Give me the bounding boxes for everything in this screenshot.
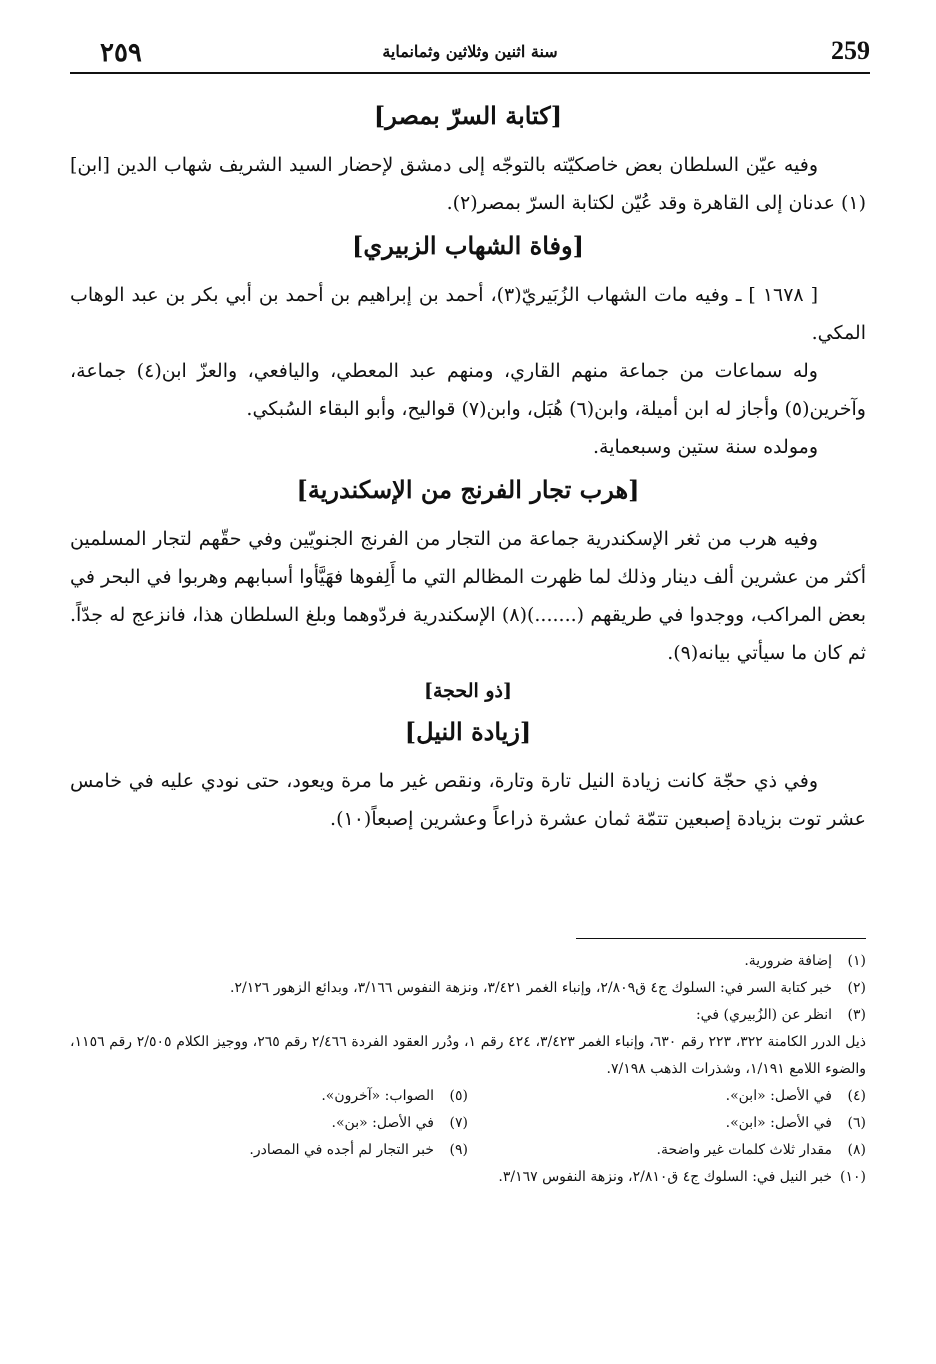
paragraph: [ ١٦٧٨ ] ـ وفيه مات الشهاب الزُبَيريّ(٣)، أحمد بن إبراهيم بن أحمد بن أبي بكر بن عبد الوهاب المكي. xyxy=(70,284,866,344)
month-heading: [ذو الحجة] xyxy=(423,680,512,702)
footnote-number: (٨) xyxy=(847,1142,866,1158)
footnote-pair xyxy=(70,1110,866,1137)
footnote-text: انظر عن (الزُبيري) في: xyxy=(695,1007,832,1023)
paragraph: ومولده سنة ستين وسبعماية. xyxy=(593,436,818,458)
page-header xyxy=(70,30,870,80)
footnote-number: (٩) xyxy=(449,1142,468,1158)
footnote-number: (٣) xyxy=(847,1007,866,1023)
section-heading: [زيادة النيل] xyxy=(404,717,532,746)
section-heading: [هرب تجار الفرنج من الإسكندرية] xyxy=(296,475,640,504)
section-heading: [كتابة السرّ بمصر] xyxy=(373,101,563,130)
footnote-number: (٧) xyxy=(449,1115,468,1131)
footnote-rule xyxy=(576,938,866,939)
main-text xyxy=(70,92,866,838)
footnote-number: (١) xyxy=(847,953,866,969)
footnote xyxy=(70,1002,866,1029)
footnote-number: (٢) xyxy=(847,980,866,996)
footnote-text: الصواب: «آخرون». xyxy=(321,1088,434,1104)
footnote xyxy=(70,1164,866,1191)
footnote-number: (٦) xyxy=(847,1115,866,1131)
footnote-text: في الأصل: «ابن». xyxy=(725,1088,832,1104)
paragraph: وفيه هرب من ثغر الإسكندرية جماعة من التجار من الفرنج الجنويّين وفي حقّهم لتجار المسلمين أكثر من عشرين ألف دينار وذلك لما ظهرت المظالم التي ما أَلِفوها فهَيَّأوا أسبابهم وهربوا في البحر في بعض المراكب، ووجدوا في طريقهم (.......)(٨) الإسكندرية فردّوهما وبلغ السلطان هذا، فانزعج له جدّاً. ثم كان ما سيأتي بيانه(٩). xyxy=(70,528,866,664)
footnote-number: (١٠) xyxy=(840,1169,866,1185)
footnote xyxy=(70,948,866,975)
footnote-text: خبر النيل في: السلوك ج٤ ق٢/٨١٠، ونزهة النفوس ٣/١٦٧. xyxy=(498,1169,832,1185)
footnote-number: (٥) xyxy=(449,1088,468,1104)
footnote-text: في الأصل: «ابن». xyxy=(725,1115,832,1131)
footnote-continuation xyxy=(70,1029,866,1083)
footnote-pair xyxy=(70,1137,866,1164)
paragraph: وفي ذي حجّة كانت زيادة النيل تارة وتارة، ونقص غير ما مرة ويعود، حتى نودي عليه في خامس عشر توت بزيادة إصبعين تتمّة ثمان عشرة ذراعاً وعشرين إصبعاً(١٠). xyxy=(70,770,866,830)
footnote-text: مقدار ثلاث كلمات غير واضحة. xyxy=(656,1142,832,1158)
page-number-arabic: ٢٥٩ xyxy=(100,38,142,68)
footnote-pair xyxy=(70,1083,866,1110)
paragraph: وله سماعات من جماعة منهم القاري، ومنهم عبد المعطي، واليافعي، والعزّ ابن(٤) جماعة، وآخرين(٥) وأجاز له ابن أميلة، وابن(٦) هُبَل، وابن(٧) قواليح، وأبو البقاء السُبكي. xyxy=(70,360,866,420)
footnote-text: خبر كتابة السر في: السلوك ج٤ ق٢/٨٠٩، وإنباء الغمر ٣/٤٢١، ونزهة النفوس ٣/١٦٦، وبدائع الزهور ٢/١٢٦. xyxy=(230,980,832,996)
footnote-text: في الأصل: «بن». xyxy=(331,1115,434,1131)
footnote-text: خبر التجار لم أجده في المصادر. xyxy=(249,1142,434,1158)
footnote xyxy=(70,975,866,1002)
header-rule xyxy=(70,72,870,74)
footnote-text: ذيل الدرر الكامنة ٣٢٢، ٢٢٣ رقم ٦٣٠، وإنباء الغمر ٣/٤٢٣، ٤٢٤ رقم ١، ودُرر العقود الفردة ٢/٤٦٦ رقم ٢٦٥، ووجيز الكلام ٢/٥٠٥ رقم ١١٥٦، والضوء اللامع ١/١٩١، وشذرات الذهب ٧/١٩٨. xyxy=(70,1034,867,1077)
section-heading: [وفاة الشهاب الزبيري] xyxy=(352,231,584,260)
running-title: سنة اثنين وثلاثين وثمانماية xyxy=(382,42,558,61)
page-number-latin: 259 xyxy=(831,36,870,65)
paragraph: وفيه عيّن السلطان بعض خاصكيّته بالتوجّه إلى دمشق لإحضار السيد الشريف شهاب الدين [ابن](١) عدنان إلى القاهرة وقد عُيّن لكتابة السرّ بمصر(٢). xyxy=(70,154,866,214)
footnote-number: (٤) xyxy=(847,1088,866,1104)
footnotes xyxy=(70,948,866,1191)
footnote-text: إضافة ضرورية. xyxy=(744,953,832,969)
